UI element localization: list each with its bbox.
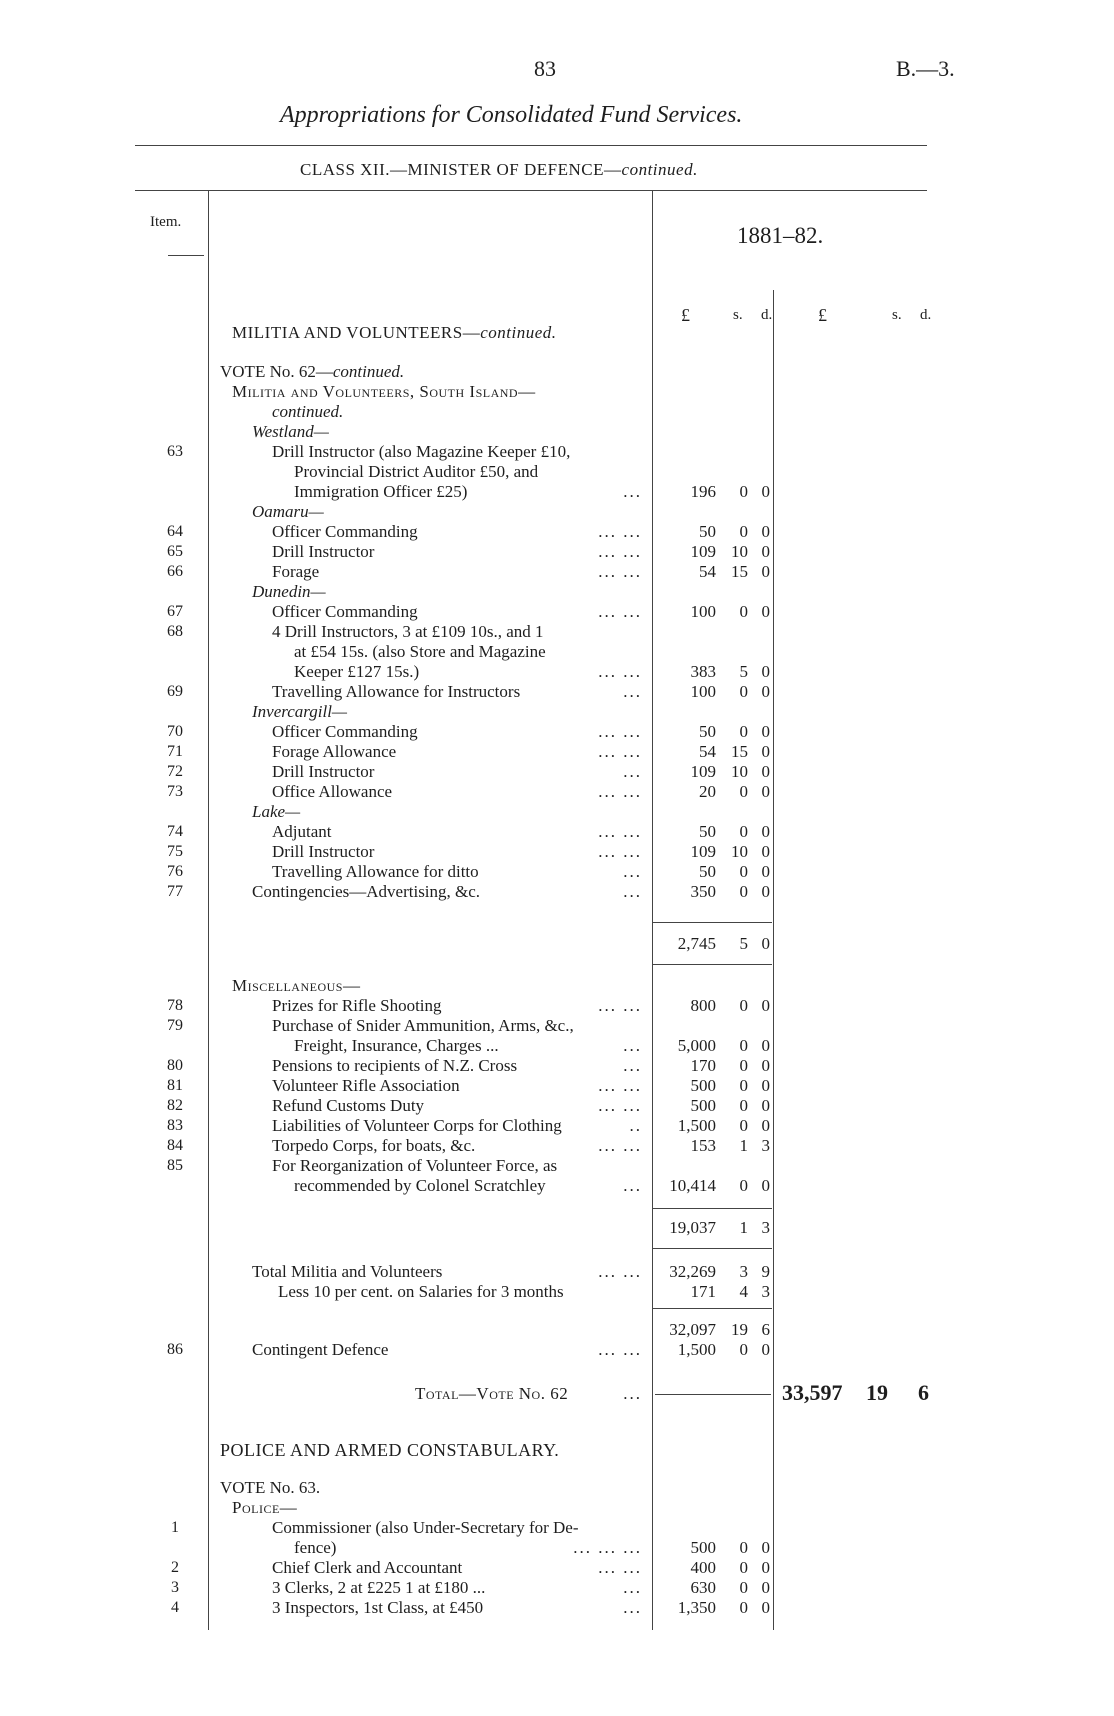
total-militia-leader: ... ... xyxy=(598,1262,642,1281)
misc-description-text: Purchase of Snider Ammunition, Arms, &c., xyxy=(272,1016,574,1035)
misc-pounds: 5,000 xyxy=(677,1036,716,1055)
militia-description-line xyxy=(272,722,646,742)
misc-leader-dots: .. xyxy=(629,1116,642,1135)
militia-pounds: 100 xyxy=(690,602,716,621)
less-row: Less 10 per cent. on Salaries for 3 months xyxy=(278,1282,564,1301)
militia-description-line xyxy=(294,462,646,482)
militia-description-line xyxy=(294,482,646,502)
shilling-header-2: s. xyxy=(892,307,902,323)
militia-description-line xyxy=(272,442,646,462)
police-shillings: 0 xyxy=(739,1558,748,1577)
militia-pence: 0 xyxy=(761,482,770,501)
militia-pounds: 54 xyxy=(699,742,716,761)
contingent-shillings: 0 xyxy=(739,1340,748,1359)
subtotal-1-pence: 0 xyxy=(761,934,770,953)
item-number-86: 86 xyxy=(167,1341,183,1358)
item-header-underline xyxy=(168,255,204,256)
misc-pounds: 153 xyxy=(690,1136,716,1155)
militia-description-line xyxy=(272,842,646,862)
militia-shillings: 0 xyxy=(739,882,748,901)
class-heading-text: CLASS XII.—MINISTER OF DEFENCE— xyxy=(300,160,622,179)
militia-pounds: 50 xyxy=(699,862,716,881)
militia-pounds: 50 xyxy=(699,522,716,541)
militia-place-heading: Dunedin— xyxy=(252,582,326,601)
militia-description-line xyxy=(272,522,646,542)
police-leader-dots: ... ... ... xyxy=(573,1538,642,1557)
misc-pence: 0 xyxy=(761,1096,770,1115)
misc-pence: 0 xyxy=(761,996,770,1015)
militia-pence: 0 xyxy=(761,862,770,881)
item-number-63: 63 xyxy=(167,443,183,460)
militia-shillings: 0 xyxy=(739,822,748,841)
net-pounds: 32,097 xyxy=(669,1320,716,1339)
misc-pence: 0 xyxy=(761,1036,770,1055)
subtotal-1-rule xyxy=(652,922,772,923)
item-number-72: 72 xyxy=(167,763,183,780)
vote-62-total-pounds: 33,597 xyxy=(782,1380,843,1405)
misc-pounds: 1,500 xyxy=(677,1116,716,1135)
misc-description-text: Pensions to recipients of N.Z. Cross xyxy=(272,1056,518,1075)
militia-description-line xyxy=(272,742,646,762)
police-subheading: Police— xyxy=(232,1498,298,1517)
militia-place-heading: Westland— xyxy=(252,422,329,441)
misc-shillings: 1 xyxy=(739,1136,748,1155)
contingent-leader: ... ... xyxy=(598,1340,642,1359)
misc-pence: 0 xyxy=(761,1056,770,1075)
police-description-line xyxy=(272,1598,646,1618)
less-pounds: 171 xyxy=(690,1282,716,1301)
police-description-text: Chief Clerk and Accountant xyxy=(272,1558,463,1577)
militia-description-text: 4 Drill Instructors, 3 at £109 10s., and 1 xyxy=(272,622,544,641)
militia-shillings: 15 xyxy=(731,562,748,581)
militia-pence: 0 xyxy=(761,762,770,781)
militia-shillings: 10 xyxy=(731,542,748,561)
police-pence: 0 xyxy=(761,1558,770,1577)
militia-pounds: 50 xyxy=(699,722,716,741)
militia-description-line xyxy=(272,682,646,702)
item-number-80: 80 xyxy=(167,1057,183,1074)
item-number-1: 1 xyxy=(171,1519,179,1536)
vote-62-text: VOTE No. 62— xyxy=(220,362,333,381)
militia-description-line xyxy=(272,562,646,582)
militia-leader-dots: ... xyxy=(623,762,642,781)
militia-description-line xyxy=(272,862,646,882)
militia-description-text: Drill Instructor xyxy=(272,542,375,561)
militia-description-text: Adjutant xyxy=(272,822,332,841)
misc-shillings: 0 xyxy=(739,1076,748,1095)
misc-leader-dots: ... ... xyxy=(598,1076,642,1095)
misc-description-line xyxy=(272,996,646,1016)
class-heading xyxy=(300,160,698,180)
militia-place-heading: Oamaru— xyxy=(252,502,324,521)
vote-62-total-arrow-line xyxy=(655,1394,771,1395)
militia-leader-dots: ... ... xyxy=(598,562,642,581)
misc-description-line xyxy=(272,1016,646,1036)
vote-62-total-row xyxy=(415,1384,648,1404)
item-number-70: 70 xyxy=(167,723,183,740)
item-number-73: 73 xyxy=(167,783,183,800)
vote-62-total-shillings: 19 xyxy=(866,1380,888,1405)
item-number-79: 79 xyxy=(167,1017,183,1034)
subtotal-2-rule xyxy=(652,1208,772,1209)
police-leader-dots: ... xyxy=(623,1598,642,1617)
militia-pence: 0 xyxy=(761,742,770,761)
misc-leader-dots: ... xyxy=(623,1036,642,1055)
misc-leader-dots: ... ... xyxy=(598,996,642,1015)
militia-pence: 0 xyxy=(761,562,770,581)
total-militia-row xyxy=(252,1262,648,1282)
police-description-line xyxy=(294,1538,646,1558)
item-number-69: 69 xyxy=(167,683,183,700)
subheading-continued: continued. xyxy=(272,402,344,421)
police-description-line xyxy=(272,1578,646,1598)
section-heading-police: POLICE AND ARMED CONSTABULARY. xyxy=(220,1440,560,1460)
vote-62-total-label: Total—Vote No. 62 xyxy=(415,1384,569,1403)
police-pounds: 1,350 xyxy=(677,1598,716,1617)
misc-description-line xyxy=(272,1136,646,1156)
militia-description-line xyxy=(294,642,646,662)
misc-pence: 0 xyxy=(761,1076,770,1095)
misc-pounds: 500 xyxy=(690,1076,716,1095)
misc-description-line xyxy=(272,1116,646,1136)
item-number-66: 66 xyxy=(167,563,183,580)
militia-pence: 0 xyxy=(761,522,770,541)
item-number-84: 84 xyxy=(167,1137,183,1154)
misc-pence: 3 xyxy=(761,1136,770,1155)
net-pence: 6 xyxy=(761,1320,770,1339)
misc-leader-dots: ... ... xyxy=(598,1096,642,1115)
militia-shillings: 10 xyxy=(731,762,748,781)
militia-leader-dots: ... xyxy=(623,482,642,501)
misc-pounds: 10,414 xyxy=(669,1176,716,1195)
militia-pounds: 54 xyxy=(699,562,716,581)
pence-header-2: d. xyxy=(920,307,932,323)
militia-pounds: 196 xyxy=(690,482,716,501)
item-number-85: 85 xyxy=(167,1157,183,1174)
item-number-83: 83 xyxy=(167,1117,183,1134)
item-number-74: 74 xyxy=(167,823,183,840)
militia-pence: 0 xyxy=(761,842,770,861)
section-heading-militia-text: MILITIA AND VOLUNTEERS— xyxy=(232,323,481,342)
militia-description-line xyxy=(294,662,646,682)
militia-shillings: 0 xyxy=(739,682,748,701)
less-pence: 3 xyxy=(761,1282,770,1301)
militia-pounds: 109 xyxy=(690,762,716,781)
militia-description-line xyxy=(272,782,646,802)
police-pounds: 630 xyxy=(690,1578,716,1597)
militia-place-heading: Invercargill— xyxy=(252,702,348,721)
militia-pence: 0 xyxy=(761,882,770,901)
militia-description-text: Immigration Officer £25) xyxy=(294,482,468,501)
militia-description-text: Travelling Allowance for Instructors xyxy=(272,682,521,701)
item-number-68: 68 xyxy=(167,623,183,640)
item-number-3: 3 xyxy=(171,1579,179,1596)
misc-shillings: 0 xyxy=(739,1116,748,1135)
misc-description-text: Torpedo Corps, for boats, &c. xyxy=(272,1136,476,1155)
class-heading-continued: continued. xyxy=(621,160,698,179)
militia-description-text: Forage Allowance xyxy=(272,742,397,761)
militia-description-line xyxy=(252,882,646,902)
militia-description-text: Drill Instructor xyxy=(272,762,375,781)
misc-shillings: 0 xyxy=(739,1036,748,1055)
subheading-south-island: Militia and Volunteers, South Island— xyxy=(232,382,536,401)
item-number-76: 76 xyxy=(167,863,183,880)
militia-leader-dots: ... ... xyxy=(598,742,642,761)
pence-header: d. xyxy=(761,307,773,323)
page-title: Appropriations for Consolidated Fund Services. xyxy=(280,102,743,128)
militia-description-text: Officer Commanding xyxy=(272,602,418,621)
militia-pence: 0 xyxy=(761,602,770,621)
militia-pounds: 383 xyxy=(690,662,716,681)
misc-description-text: Freight, Insurance, Charges ... xyxy=(294,1036,499,1055)
militia-leader-dots: ... ... xyxy=(598,542,642,561)
militia-shillings: 15 xyxy=(731,742,748,761)
vote-62-heading xyxy=(220,362,404,382)
item-number-82: 82 xyxy=(167,1097,183,1114)
police-pence: 0 xyxy=(761,1578,770,1597)
police-description-text: fence) xyxy=(294,1538,337,1557)
item-column-header: Item. xyxy=(150,214,182,230)
section-heading-militia xyxy=(232,323,557,343)
police-leader-dots: ... xyxy=(623,1578,642,1597)
pound-header-2: £ xyxy=(818,305,827,325)
police-pence: 0 xyxy=(761,1538,770,1557)
year-header: 1881–82. xyxy=(737,223,824,248)
militia-shillings: 5 xyxy=(739,662,748,681)
militia-leader-dots: ... xyxy=(623,862,642,881)
total-militia-pounds: 32,269 xyxy=(669,1262,716,1281)
militia-description-line xyxy=(272,542,646,562)
misc-leader-dots: ... ... xyxy=(598,1136,642,1155)
misc-description-line xyxy=(272,1156,646,1176)
militia-leader-dots: ... ... xyxy=(598,662,642,681)
item-number-81: 81 xyxy=(167,1077,183,1094)
militia-shillings: 0 xyxy=(739,482,748,501)
militia-pounds: 20 xyxy=(699,782,716,801)
misc-pence: 0 xyxy=(761,1176,770,1195)
militia-leader-dots: ... xyxy=(623,682,642,701)
militia-pence: 0 xyxy=(761,682,770,701)
police-description-line xyxy=(272,1558,646,1578)
misc-pounds: 170 xyxy=(690,1056,716,1075)
militia-description-text: Drill Instructor (also Magazine Keeper £10, xyxy=(272,442,571,461)
pound-header: £ xyxy=(681,305,690,325)
shilling-header: s. xyxy=(733,307,743,323)
misc-description-text: Refund Customs Duty xyxy=(272,1096,425,1115)
police-shillings: 0 xyxy=(739,1598,748,1617)
militia-pounds: 109 xyxy=(690,542,716,561)
militia-leader-dots: ... ... xyxy=(598,722,642,741)
subtotal-2-pounds: 19,037 xyxy=(669,1218,716,1237)
misc-shillings: 0 xyxy=(739,996,748,1015)
contingent-pounds: 1,500 xyxy=(677,1340,716,1359)
militia-pence: 0 xyxy=(761,542,770,561)
misc-description-text: Liabilities of Volunteer Corps for Clothing xyxy=(272,1116,562,1135)
misc-description-text: recommended by Colonel Scratchley xyxy=(294,1176,546,1195)
subtotal-1-bottom-rule xyxy=(652,964,772,965)
contingent-pence: 0 xyxy=(761,1340,770,1359)
militia-description-text: at £54 15s. (also Store and Magazine xyxy=(294,642,546,661)
title-rule xyxy=(135,145,927,146)
militia-description-text: Forage xyxy=(272,562,320,581)
misc-description-line xyxy=(294,1176,646,1196)
misc-description-line xyxy=(272,1056,646,1076)
subtotal-2-shillings: 1 xyxy=(739,1218,748,1237)
misc-pounds: 800 xyxy=(690,996,716,1015)
militia-leader-dots: ... xyxy=(623,882,642,901)
net-rule xyxy=(652,1308,772,1309)
total-militia-shillings: 3 xyxy=(739,1262,748,1281)
misc-description-line xyxy=(272,1076,646,1096)
police-shillings: 0 xyxy=(739,1578,748,1597)
item-number-2: 2 xyxy=(171,1559,179,1576)
subtotal-2-pence: 3 xyxy=(761,1218,770,1237)
subtotal-2-bottom-rule xyxy=(652,1248,772,1249)
militia-description-text: Contingencies—Advertising, &c. xyxy=(252,882,481,901)
police-leader-dots: ... ... xyxy=(598,1558,642,1577)
item-number-78: 78 xyxy=(167,997,183,1014)
vote-63-heading: VOTE No. 63. xyxy=(220,1478,321,1497)
militia-description-text: Provincial District Auditor £50, and xyxy=(294,462,539,481)
militia-shillings: 10 xyxy=(731,842,748,861)
militia-description-text: Keeper £127 15s.) xyxy=(294,662,420,681)
misc-leader-dots: ... xyxy=(623,1176,642,1195)
item-number-4: 4 xyxy=(171,1599,179,1616)
misc-shillings: 0 xyxy=(739,1096,748,1115)
police-pounds: 500 xyxy=(690,1538,716,1557)
militia-leader-dots: ... ... xyxy=(598,782,642,801)
police-shillings: 0 xyxy=(739,1538,748,1557)
contingent-label: Contingent Defence xyxy=(252,1340,389,1359)
document-reference: B.—3. xyxy=(896,56,955,81)
police-description-text: 3 Inspectors, 1st Class, at £450 xyxy=(272,1598,484,1617)
police-description-line xyxy=(272,1518,646,1538)
police-description-text: Commissioner (also Under-Secretary for De- xyxy=(272,1518,579,1537)
total-militia-pence: 9 xyxy=(761,1262,770,1281)
misc-description-text: Volunteer Rifle Association xyxy=(272,1076,460,1095)
militia-description-text: Officer Commanding xyxy=(272,722,418,741)
misc-description-text: For Reorganization of Volunteer Force, as xyxy=(272,1156,558,1175)
misc-description-line xyxy=(294,1036,646,1056)
item-number-71: 71 xyxy=(167,743,183,760)
misc-pence: 0 xyxy=(761,1116,770,1135)
militia-leader-dots: ... ... xyxy=(598,822,642,841)
misc-leader-dots: ... xyxy=(623,1056,642,1075)
subtotal-column-divider xyxy=(773,290,774,1630)
item-number-77: 77 xyxy=(167,883,183,900)
total-militia-label: Total Militia and Volunteers xyxy=(252,1262,443,1281)
police-description-text: 3 Clerks, 2 at £225 1 at £180 ... xyxy=(272,1578,486,1597)
militia-pounds: 109 xyxy=(690,842,716,861)
militia-shillings: 0 xyxy=(739,522,748,541)
misc-shillings: 0 xyxy=(739,1056,748,1075)
table-top-rule xyxy=(135,190,927,191)
militia-description-text: Office Allowance xyxy=(272,782,393,801)
militia-description-text: Drill Instructor xyxy=(272,842,375,861)
section-heading-militia-continued: continued. xyxy=(480,323,557,342)
miscellaneous-heading: Miscellaneous— xyxy=(232,976,361,995)
police-pounds: 400 xyxy=(690,1558,716,1577)
item-number-75: 75 xyxy=(167,843,183,860)
militia-shillings: 0 xyxy=(739,862,748,881)
militia-pence: 0 xyxy=(761,662,770,681)
militia-description-line xyxy=(272,822,646,842)
militia-description-line xyxy=(272,602,646,622)
militia-shillings: 0 xyxy=(739,782,748,801)
item-number-67: 67 xyxy=(167,603,183,620)
militia-leader-dots: ... ... xyxy=(598,602,642,621)
militia-shillings: 0 xyxy=(739,602,748,621)
less-shillings: 4 xyxy=(739,1282,748,1301)
police-pence: 0 xyxy=(761,1598,770,1617)
vote-62-total-pence: 6 xyxy=(918,1380,929,1405)
militia-description-text: Travelling Allowance for ditto xyxy=(272,862,479,881)
vote-62-continued: continued. xyxy=(332,362,405,381)
contingent-row xyxy=(252,1340,648,1360)
item-column-divider xyxy=(208,190,209,1630)
militia-description-text: Officer Commanding xyxy=(272,522,418,541)
militia-pence: 0 xyxy=(761,822,770,841)
item-number-64: 64 xyxy=(167,523,183,540)
misc-description-text: Prizes for Rifle Shooting xyxy=(272,996,442,1015)
militia-shillings: 0 xyxy=(739,722,748,741)
misc-description-line xyxy=(272,1096,646,1116)
militia-place-heading: Lake— xyxy=(252,802,301,821)
subtotal-1-shillings: 5 xyxy=(739,934,748,953)
militia-description-line xyxy=(272,622,646,642)
subtotal-1-pounds: 2,745 xyxy=(677,934,716,953)
militia-pounds: 350 xyxy=(690,882,716,901)
militia-description-line xyxy=(272,762,646,782)
militia-pounds: 50 xyxy=(699,822,716,841)
militia-pounds: 100 xyxy=(690,682,716,701)
page-number: 83 xyxy=(534,56,556,81)
net-shillings: 19 xyxy=(731,1320,748,1339)
item-number-65: 65 xyxy=(167,543,183,560)
militia-leader-dots: ... ... xyxy=(598,522,642,541)
amount-column-divider xyxy=(652,190,653,1630)
misc-shillings: 0 xyxy=(739,1176,748,1195)
vote-62-total-leader: ... xyxy=(623,1384,642,1403)
militia-leader-dots: ... ... xyxy=(598,842,642,861)
misc-pounds: 500 xyxy=(690,1096,716,1115)
militia-pence: 0 xyxy=(761,722,770,741)
militia-pence: 0 xyxy=(761,782,770,801)
